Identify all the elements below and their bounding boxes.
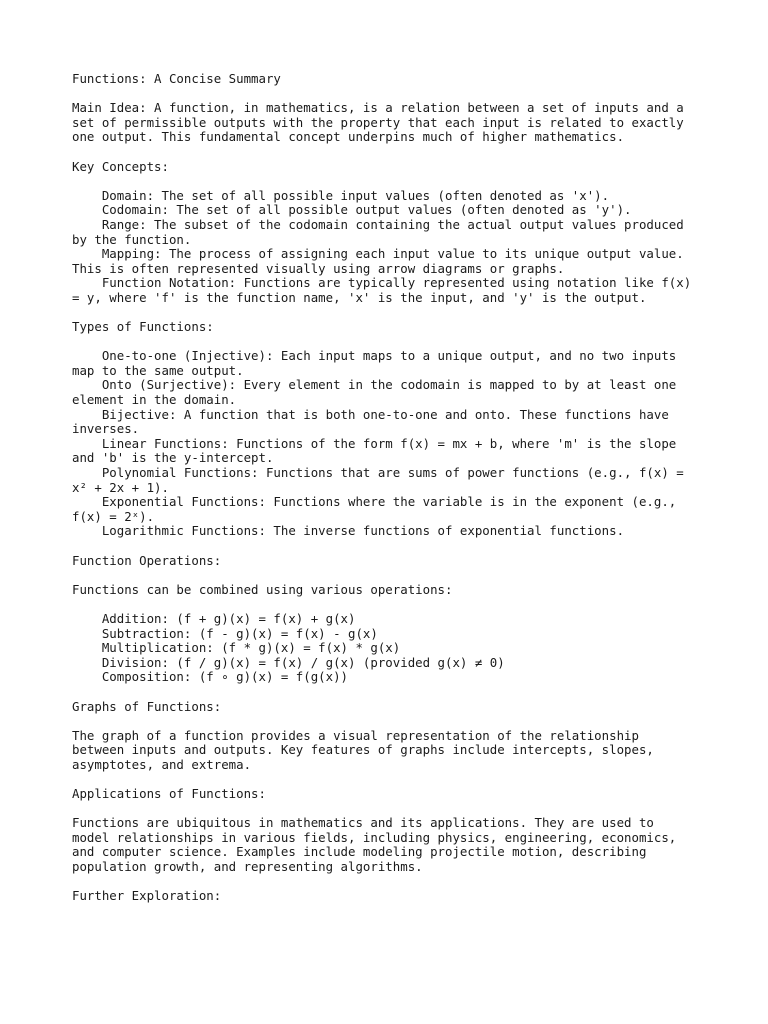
- text-line: Exponential Functions: Functions where the variable is in the exponent (e.g.,: [72, 494, 677, 510]
- text-line: Composition: (f ∘ g)(x) = f(g(x)): [72, 669, 349, 685]
- text-line: between inputs and outputs. Key features of graphs include intercepts, slopes,: [72, 742, 654, 758]
- text-line: Function Notation: Functions are typically represented using notation like f(x): [72, 275, 692, 291]
- blank-line: [72, 335, 696, 350]
- text-line: Main Idea: A function, in mathematics, is a relation between a set of inputs and a: [72, 100, 684, 116]
- text-line: one output. This fundamental concept underpins much of higher mathematics.: [72, 129, 625, 145]
- text-line: Codomain: The set of all possible output values (often denoted as 'y').: [72, 202, 632, 218]
- text-line: Function Operations:: [72, 552, 222, 568]
- text-line: One-to-one (Injective): Each input maps to a unique output, and no two inputs: [72, 348, 677, 364]
- blank-line: [72, 87, 696, 102]
- text-line: Logarithmic Functions: The inverse functions of exponential functions.: [72, 523, 625, 539]
- text-line: Graphs of Functions:: [72, 698, 222, 714]
- text-line: population growth, and representing algorithms.: [72, 859, 423, 875]
- text-line: Mapping: The process of assigning each input value to its unique output value.: [72, 246, 684, 262]
- blank-line: [72, 306, 696, 321]
- text-line: Linear Functions: Functions of the form f(x) = mx + b, where 'm' is the slope: [72, 435, 677, 451]
- blank-line: [72, 875, 696, 890]
- text-line: asymptotes, and extrema.: [72, 756, 252, 772]
- text-line: Functions: A Concise Summary: [72, 71, 281, 86]
- text-line: Bijective: A function that is both one-to-one and onto. These functions have: [72, 406, 669, 422]
- text-line: by the function.: [72, 231, 192, 247]
- text-line: Division: (f / g)(x) = f(x) / g(x) (provided g(x) ≠ 0): [72, 654, 505, 670]
- text-line: map to the same output.: [72, 362, 244, 378]
- text-line: Addition: (f + g)(x) = f(x) + g(x): [72, 610, 356, 626]
- text-line: This is often represented visually using arrow diagrams or graphs.: [72, 260, 565, 276]
- text-line: inverses.: [72, 421, 140, 437]
- blank-line: [72, 802, 696, 817]
- blank-line: [72, 145, 696, 160]
- text-line: Onto (Surjective): Every element in the codomain is mapped to by at least one: [72, 377, 677, 393]
- text-line: set of permissible outputs with the property that each input is related to exactly: [72, 114, 684, 130]
- text-line: Key Concepts:: [72, 158, 169, 174]
- text-line: and 'b' is the y-intercept.: [72, 450, 274, 466]
- blank-line: [72, 773, 696, 788]
- text-line: Further Exploration:: [72, 888, 222, 904]
- text-line: and computer science. Examples include modeling projectile motion, describing: [72, 844, 647, 860]
- blank-line: [72, 597, 696, 612]
- text-line: Types of Functions:: [72, 319, 214, 335]
- text-line: element in the domain.: [72, 392, 237, 408]
- text-line: The graph of a function provides a visual representation of the relationship: [72, 727, 639, 743]
- text-line: Domain: The set of all possible input values (often denoted as 'x').: [72, 187, 610, 203]
- text-line: f(x) = 2ˣ).: [72, 508, 155, 524]
- blank-line: [72, 714, 696, 729]
- text-line: Functions are ubiquitous in mathematics and its applications. They are used to: [72, 815, 654, 831]
- text-line: Polynomial Functions: Functions that are sums of power functions (e.g., f(x) =: [72, 465, 684, 481]
- blank-line: [72, 174, 696, 189]
- text-line: Range: The subset of the codomain containing the actual output values produced: [72, 216, 684, 232]
- text-line: Functions can be combined using various operations:: [72, 581, 453, 597]
- text-line: Multiplication: (f * g)(x) = f(x) * g(x): [72, 640, 401, 656]
- text-line: = y, where 'f' is the function name, 'x' is the input, and 'y' is the output.: [72, 289, 647, 305]
- text-line: x² + 2x + 1).: [72, 479, 169, 495]
- blank-line: [72, 539, 696, 554]
- document-page: [72, 72, 696, 904]
- text-line: Applications of Functions:: [72, 786, 266, 802]
- text-line: model relationships in various fields, including physics, engineering, economics,: [72, 829, 677, 845]
- text-line: Subtraction: (f - g)(x) = f(x) - g(x): [72, 625, 378, 641]
- blank-line: [72, 568, 696, 583]
- blank-line: [72, 685, 696, 700]
